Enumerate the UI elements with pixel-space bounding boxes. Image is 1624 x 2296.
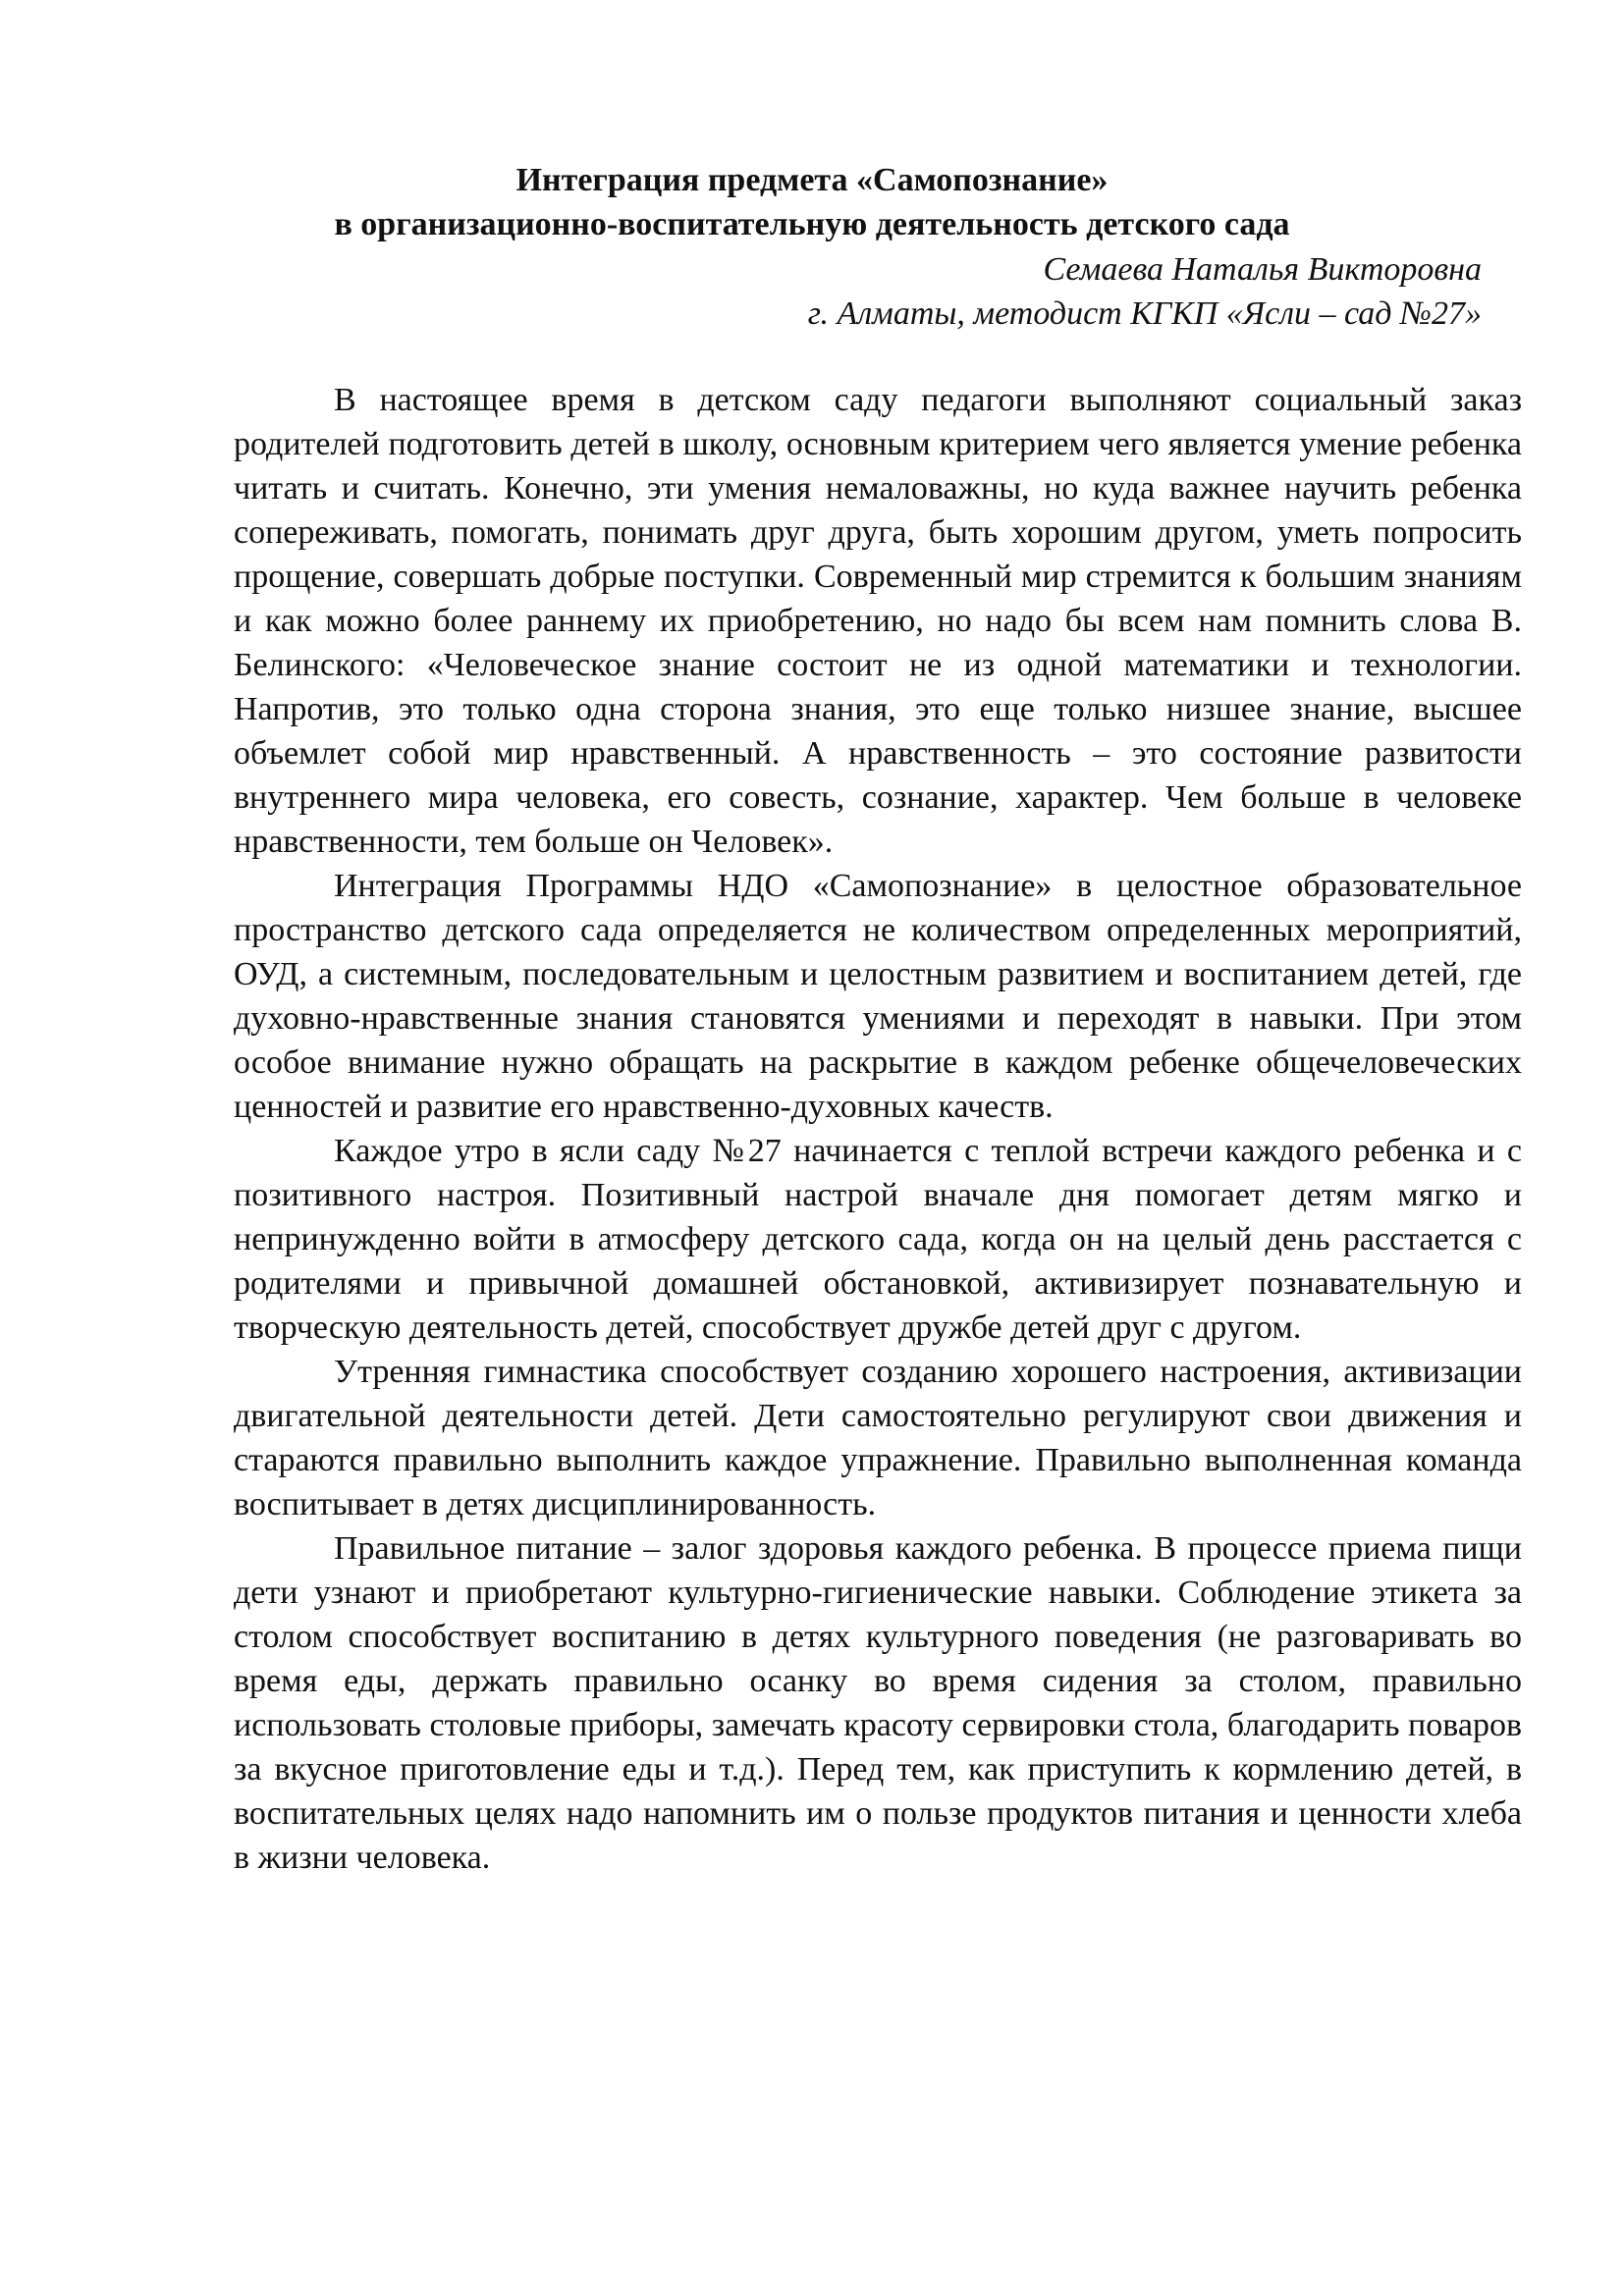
document-title-line-2: в организационно-воспитательную деятельность детского сада (334, 206, 1290, 242)
author-name: Семаева Наталья Викторовна (1043, 251, 1482, 288)
paragraph-5: Правильное питание – залог здоровья каждого ребенка. В процессе приема пищи дети узнают и приобретают культурно-гигиенические навыки. Соблюдение этикета за столом способствует воспитанию в детях культурного поведения (не разговаривать во время еды, держать правильно осанку во время сидения за столом, правильно использовать столовые приборы, замечать красоту сервировки стола, благодарить поваров за вкусное приготовление еды и т.д.). Перед тем, как приступить к кормлению детей, в воспитательных целях надо напомнить им о пользе продуктов питания и ценности хлеба в жизни человека. (234, 1530, 1522, 1876)
paragraph-4: Утренняя гимнастика способствует созданию хорошего настроения, активизации двигательной деятельности детей. Дети самостоятельно регулируют свои движения и стараются правильно выполнить каждое упражнение. Правильно выполненная команда воспитывает в детях дисциплинированность. (234, 1354, 1522, 1522)
author-affiliation: г. Алматы, методист КГКП «Ясли – сад №27» (807, 295, 1482, 332)
paragraph-2: Интеграция Программы НДО «Самопознание» в целостное образовательное пространство детского сада определяется не количеством определенных мероприятий, ОУД, а системным, последовательным и целостным развитием и воспитанием детей, где духовно-нравственные знания становятся умениями и переходят в навыки. При этом особое внимание нужно обращать на раскрытие в каждом ребенке общечеловеческих ценностей и развитие его нравственно-духовных качеств. (234, 868, 1522, 1125)
document-title-line-1: Интеграция предмета «Самопознание» (515, 162, 1109, 198)
paragraph-3: Каждое утро в ясли саду №27 начинается с теплой встречи каждого ребенка и с позитивного настроя. Позитивный настрой вначале дня помогает детям мягко и непринужденно войти в атмосферу детского сада, когда он на целый день расстается с родителями и привычной домашней обстановкой, активизирует познавательную и творческую деятельность детей, способствует дружбе детей друг с другом. (234, 1133, 1522, 1346)
document-body (234, 378, 1522, 1880)
paragraph-1: В настоящее время в детском саду педагоги выполняют социальный заказ родителей подготовить детей в школу, основным критерием чего является умение ребенка читать и считать. Конечно, эти умения немаловажны, но куда важнее научить ребенка сопереживать, помогать, понимать друг друга, быть хорошим другом, уметь попросить прощение, совершать добрые поступки. Современный мир стремится к большим знаниям и как можно более раннему их приобретению, но надо бы всем нам помнить слова В. Белинского: «Человеческое знание состоит не из одной математики и технологии. Напротив, это только одна сторона знания, это еще только низшее знание, высшее объемлет собой мир нравственный. А нравственность – это состояние развитости внутреннего мира человека, его совесть, сознание, характер. Чем больше в человеке нравственности, тем больше он Человек». (234, 382, 1522, 860)
